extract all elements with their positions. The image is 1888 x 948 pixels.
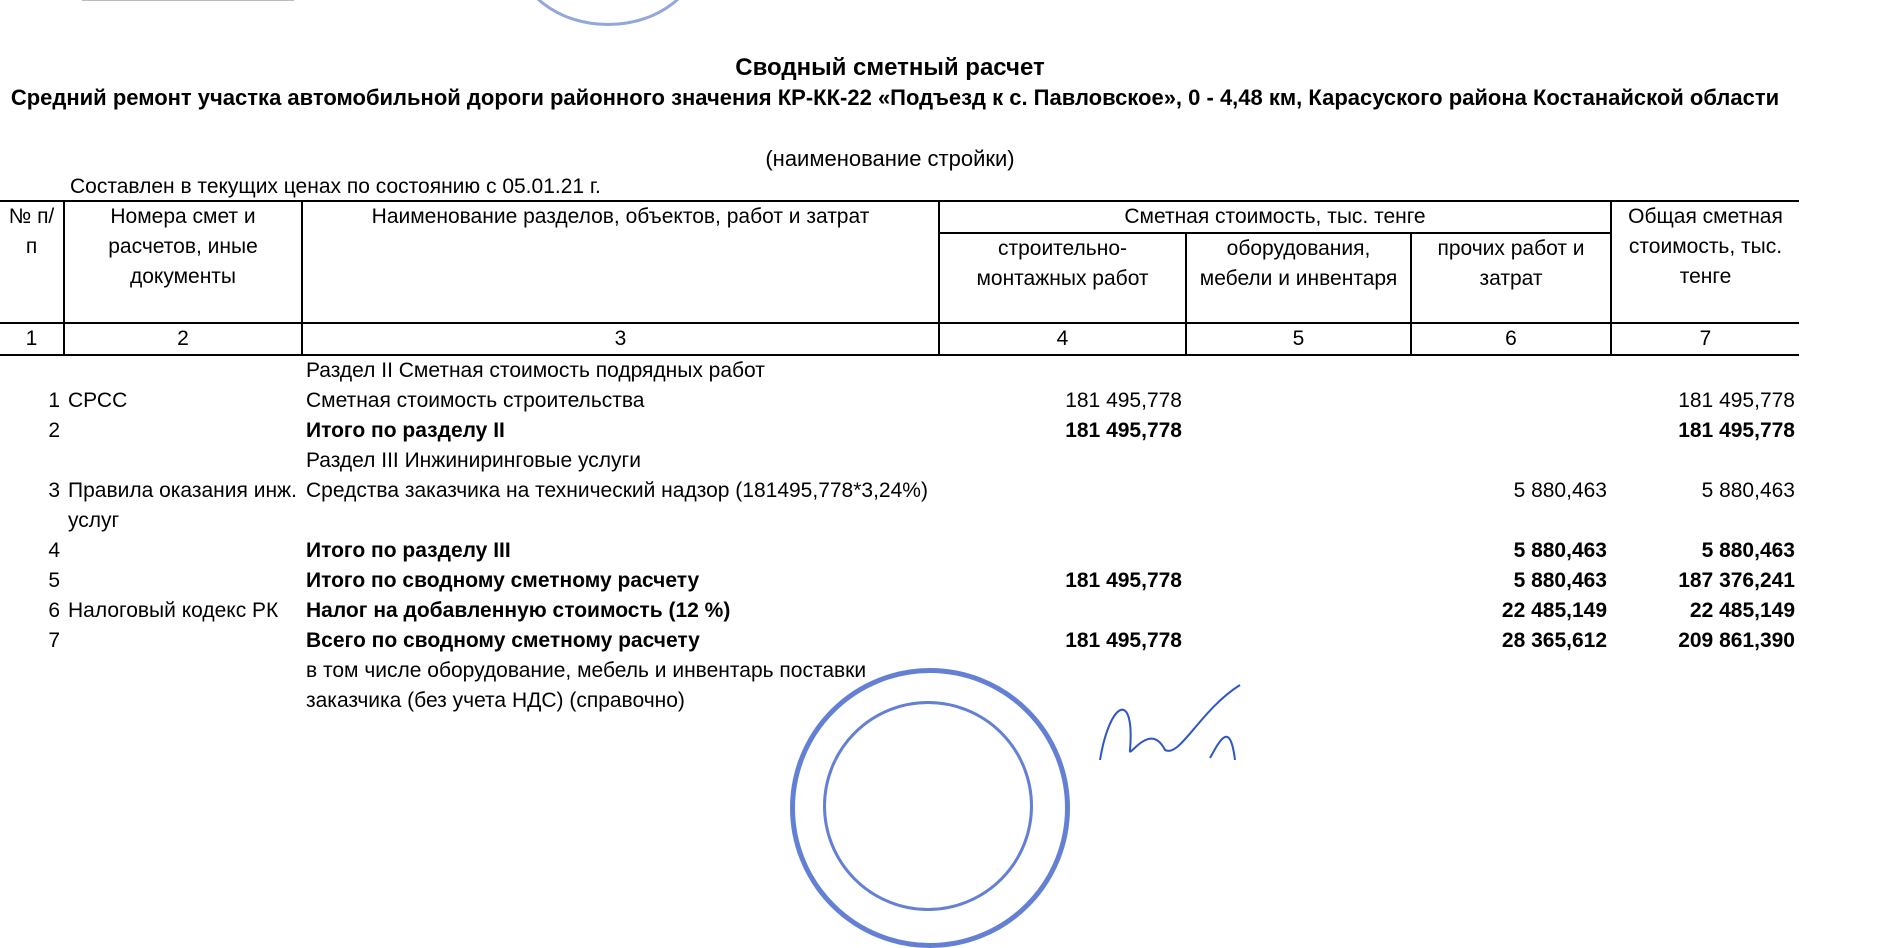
- row-equipment: [1186, 446, 1411, 476]
- row-other: [1411, 446, 1611, 476]
- row-equipment: [1186, 536, 1411, 566]
- row-other: 22 485,149: [1501, 599, 1607, 622]
- row-num: 2: [48, 419, 60, 442]
- row-total: [1611, 355, 1799, 386]
- column-number: 5: [1186, 323, 1411, 355]
- row-num: 5: [48, 569, 60, 592]
- row-construction: 181 495,778: [1065, 419, 1182, 442]
- column-number: 7: [1611, 323, 1799, 355]
- row-total: [1611, 656, 1799, 716]
- table-row: [0, 416, 1799, 446]
- row-num: 4: [48, 539, 60, 562]
- row-other: [1411, 656, 1611, 716]
- row-equipment: [1186, 626, 1411, 656]
- column-number: 6: [1411, 323, 1611, 355]
- stamp-seal: [790, 668, 1070, 948]
- row-construction: [939, 355, 1186, 386]
- row-num: [0, 446, 64, 476]
- header-name: Наименование разделов, объектов, работ и затрат: [302, 201, 939, 323]
- table-row: [0, 355, 1799, 386]
- header-row-1: [0, 201, 1799, 233]
- row-num: 1: [48, 389, 60, 412]
- signature: [1090, 680, 1290, 762]
- row-other: 5 880,463: [1513, 539, 1607, 562]
- row-name: Всего по сводному сметному расчету: [306, 629, 700, 652]
- row-doc: [64, 566, 302, 596]
- row-name: в том числе оборудование, мебель и инвентарь поставки заказчика (без учета НДС) (справочно): [306, 659, 867, 712]
- row-other: [1411, 386, 1611, 416]
- row-doc: [64, 536, 302, 566]
- header-docs: Номера смет и расчетов, иные документы: [64, 201, 302, 323]
- row-doc: Налоговый кодекс РК: [68, 599, 279, 622]
- estimate-table: [0, 200, 1799, 716]
- row-doc: [64, 656, 302, 716]
- row-other: 5 880,463: [1513, 479, 1607, 502]
- row-doc: [64, 416, 302, 446]
- row-name: Раздел III Инжиниринговые услуги: [306, 449, 641, 472]
- row-equipment: [1186, 566, 1411, 596]
- row-other: [1411, 355, 1611, 386]
- row-total: 5 880,463: [1701, 479, 1795, 502]
- column-number: 3: [302, 323, 939, 355]
- row-doc: СРСС: [68, 389, 128, 412]
- row-equipment: [1186, 386, 1411, 416]
- stamp-fragment-top: [515, 0, 701, 26]
- row-construction: [939, 596, 1186, 626]
- row-doc: [64, 355, 302, 386]
- row-num: [0, 355, 64, 386]
- row-equipment: [1186, 596, 1411, 626]
- header-other: прочих работ и затрат: [1411, 233, 1611, 323]
- row-construction: 181 495,778: [1065, 569, 1182, 592]
- header-num: № п/п: [0, 201, 64, 323]
- row-doc: Правила оказания инж. услуг: [68, 479, 297, 532]
- row-equipment: [1186, 416, 1411, 446]
- row-construction: [939, 446, 1186, 476]
- row-equipment: [1186, 355, 1411, 386]
- table-row: [0, 476, 1799, 536]
- row-construction: [939, 476, 1186, 536]
- table-row: [0, 566, 1799, 596]
- row-name: Раздел II Сметная стоимость подрядных работ: [306, 359, 765, 382]
- header-cost-group: Сметная стоимость, тыс. тенге: [939, 201, 1611, 233]
- row-construction: 181 495,778: [1065, 389, 1182, 412]
- row-total: 181 495,778: [1678, 389, 1795, 412]
- row-total: 187 376,241: [1678, 569, 1795, 592]
- row-equipment: [1186, 476, 1411, 536]
- row-total: 209 861,390: [1678, 629, 1795, 652]
- row-num: 3: [48, 479, 60, 502]
- row-name: Итого по сводному сметному расчету: [306, 569, 700, 592]
- composed-note: Составлен в текущих ценах по состоянию с 05.01.21 г.: [70, 175, 601, 198]
- header-equipment: оборудования, мебели и инвентаря: [1186, 233, 1411, 323]
- row-doc: [64, 626, 302, 656]
- table-row: [0, 536, 1799, 566]
- table-row: [0, 386, 1799, 416]
- top-border-fragment: [82, 0, 294, 1]
- row-name: Итого по разделу II: [306, 419, 505, 442]
- row-num: 7: [48, 629, 60, 652]
- row-name: Итого по разделу III: [306, 539, 511, 562]
- row-other: 5 880,463: [1513, 569, 1607, 592]
- row-num: 6: [48, 599, 60, 622]
- row-name: Средства заказчика на технический надзор (181495,778*3,24%): [306, 479, 928, 502]
- row-other: 28 365,612: [1501, 629, 1607, 652]
- header-total: Общая сметная стоимость, тыс. тенге: [1611, 201, 1799, 323]
- row-construction: 181 495,778: [1065, 629, 1182, 652]
- column-number: 2: [64, 323, 302, 355]
- row-total: 5 880,463: [1701, 539, 1795, 562]
- row-num: [0, 656, 64, 716]
- row-name: Налог на добавленную стоимость (12 %): [306, 599, 731, 622]
- document-subtitle: Средний ремонт участка автомобильной дороги районного значения КР-КК-22 «Подъезд к с. Павловское», 0 - 4,48 км, Карасуского района Костанайской области: [10, 85, 1780, 110]
- table-row: [0, 446, 1799, 476]
- column-number: 4: [939, 323, 1186, 355]
- row-total: 181 495,778: [1678, 419, 1795, 442]
- table-row: [0, 596, 1799, 626]
- row-doc: [64, 446, 302, 476]
- column-number-row: [0, 323, 1799, 355]
- row-name: Сметная стоимость строительства: [306, 389, 645, 412]
- row-total: [1611, 446, 1799, 476]
- project-note: (наименование стройки): [765, 146, 1015, 171]
- table-row: [0, 626, 1799, 656]
- document-title: Сводный сметный расчет: [735, 54, 1045, 81]
- header-construction: строительно-монтажных работ: [939, 233, 1186, 323]
- row-total: 22 485,149: [1689, 599, 1795, 622]
- column-number: 1: [0, 323, 64, 355]
- row-other: [1411, 416, 1611, 446]
- row-construction: [939, 536, 1186, 566]
